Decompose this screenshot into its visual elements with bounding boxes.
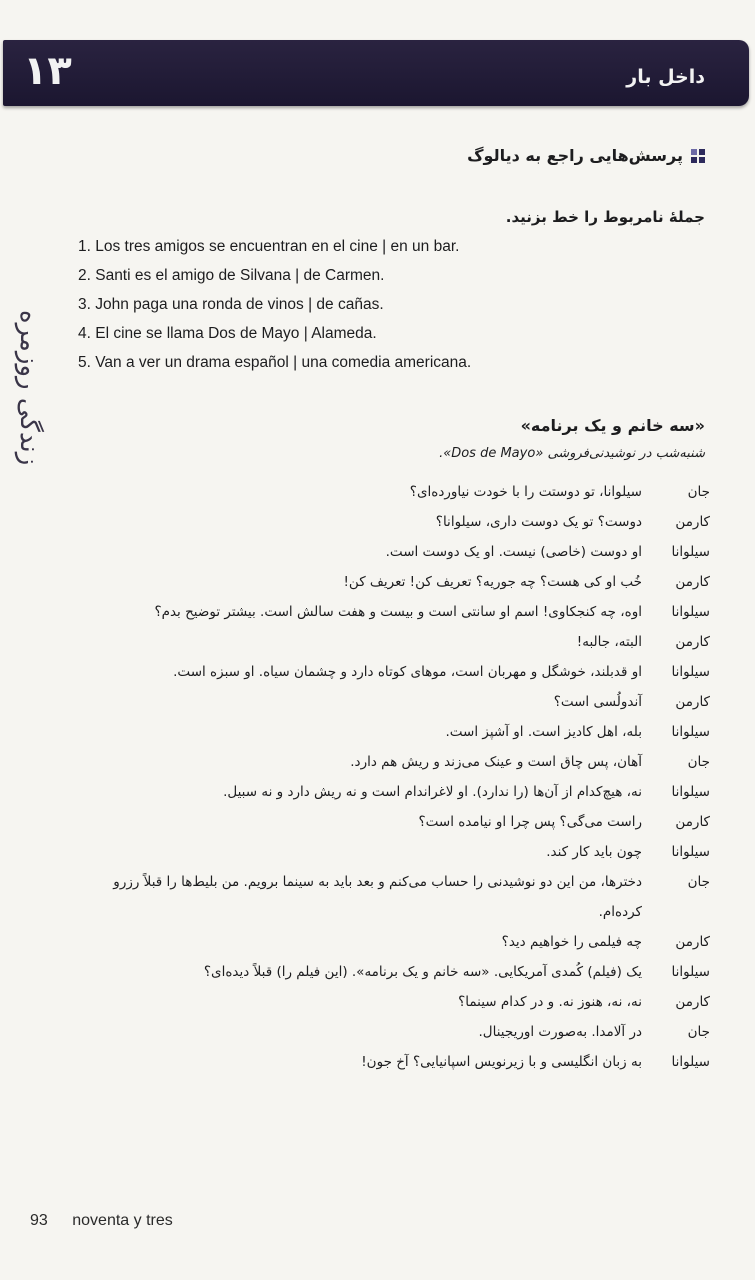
dialog-speaker: سیلوانا (671, 784, 710, 800)
grid-square-icon (691, 149, 705, 163)
dialog-subtitle: شنبه‌شب در نوشیدنی‌فروشی «Dos de Mayo». (439, 446, 705, 461)
dialog-line: البته، جالبه! (576, 634, 642, 650)
dialog-line: نه، نه، هنوز نه. و در کدام سینما؟ (458, 994, 642, 1010)
dialog-speaker: سیلوانا (671, 844, 710, 860)
question-item: 5. Van a ver un drama español | una comedia americana. (78, 354, 472, 371)
question-item: 3. John paga una ronda de vinos | de cañas. (78, 296, 384, 313)
dialog-line: دخترها، من این دو نوشیدنی را حساب می‌کنم و بعد باید به سینما برویم. من بلیط‌ها را قبلاً رزرو کرده‌ام. (113, 874, 642, 920)
chapter-number: ۱۳ (23, 48, 72, 94)
dialog-speaker: سیلوانا (671, 604, 710, 620)
dialog-block (70, 477, 710, 1077)
dialog-line: اوه، چه کنجکاوی! اسم او سانتی است و بیست و هفت سالش است. بیشتر توضیح بدم؟ (154, 604, 642, 620)
dialog-speaker: سیلوانا (671, 964, 710, 980)
dialog-line: آهان، پس چاق است و عینک می‌زند و ریش هم دارد. (350, 754, 642, 770)
question-item: 1. Los tres amigos se encuentran en el cine | en un bar. (78, 238, 460, 255)
page-number-words: noventa y tres (72, 1212, 173, 1229)
dialog-speaker: سیلوانا (671, 1054, 710, 1070)
dialog-speaker: سیلوانا (671, 724, 710, 740)
dialog-speaker: کارمن (675, 694, 710, 710)
question-list (78, 232, 698, 377)
dialog-speaker: جان (687, 1024, 710, 1040)
questions-heading-text: پرسش‌هایی راجع به دیالوگ (467, 146, 683, 165)
dialog-speaker: کارمن (675, 814, 710, 830)
dialog-speaker: کارمن (675, 934, 710, 950)
question-item: 4. El cine se llama Dos de Mayo | Alameda. (78, 325, 377, 342)
questions-instruction: جملهٔ نامربوط را خط بزنید. (505, 208, 705, 226)
question-item: 2. Santi es el amigo de Silvana | de Carmen. (78, 267, 385, 284)
dialog-speaker: جان (687, 484, 710, 500)
dialog-title: «سه خانم و یک برنامه» (520, 416, 705, 435)
questions-heading (467, 146, 705, 165)
dialog-line: او قدبلند، خوشگل و مهربان است، موهای کوتاه دارد و چشمان سیاه. او سبزه است. (173, 664, 642, 680)
page-footer (30, 1212, 173, 1230)
dialog-line: نه، هیچ‌کدام از آن‌ها (را ندارد). او لاغراندام است و نه ریش دارد و نه سبیل. (223, 784, 642, 800)
dialog-line: سیلوانا، تو دوستت را با خودت نیاورده‌ای؟ (409, 484, 642, 500)
dialog-speaker: سیلوانا (671, 544, 710, 560)
dialog-line: به زبان انگلیسی و با زیرنویس اسپانیایی؟ آخ جون! (361, 1054, 642, 1070)
dialog-line: راست می‌گی؟ پس چرا او نیامده است؟ (418, 814, 642, 830)
dialog-line: دوست؟ تو یک دوست داری، سیلوانا؟ (435, 514, 642, 530)
dialog-line: بله، اهل کادیز است. او آشپز است. (445, 724, 642, 740)
dialog-speaker: کارمن (675, 574, 710, 590)
dialog-speaker: کارمن (675, 994, 710, 1010)
side-section-label: زندگی روزمره (14, 309, 44, 465)
dialog-line: چه فیلمی را خواهیم دید؟ (501, 934, 642, 950)
dialog-speaker: کارمن (675, 634, 710, 650)
dialog-speaker: کارمن (675, 514, 710, 530)
dialog-speaker: جان (687, 874, 710, 890)
page-number: 93 (30, 1212, 48, 1229)
dialog-speaker: سیلوانا (671, 664, 710, 680)
dialog-line: چون باید کار کند. (546, 844, 642, 860)
dialog-line: در آلامدا. به‌صورت اوریجینال. (478, 1024, 642, 1040)
dialog-line: خُب او کی هست؟ چه جوریه؟ تعریف کن! تعریف کن! (343, 574, 642, 590)
dialog-line: او دوست (خاصی) نیست. او یک دوست است. (385, 544, 642, 560)
dialog-line: آندولُسی است؟ (553, 694, 642, 710)
chapter-title: داخل بار (626, 66, 705, 88)
dialog-speaker: جان (687, 754, 710, 770)
chapter-header (3, 40, 749, 106)
dialog-line: یک (فیلم) کُمدی آمریکایی. «سه خانم و یک برنامه». (این فیلم را) قبلاً دیده‌ای؟ (203, 964, 642, 980)
